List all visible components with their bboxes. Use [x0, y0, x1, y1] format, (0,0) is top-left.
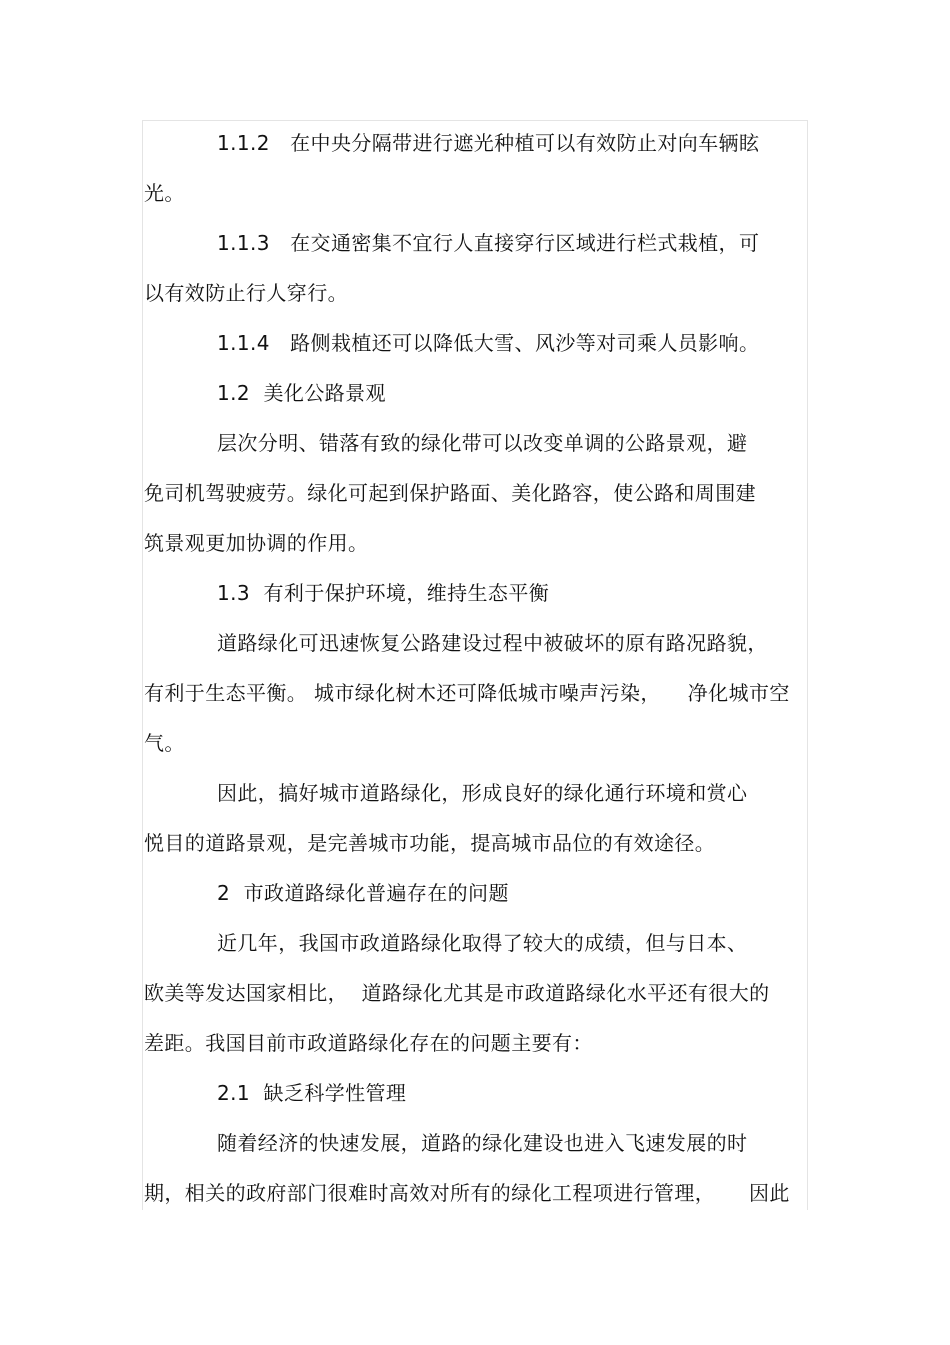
text-line: 欧美等发达国家相比， 道路绿化尤其是市政道路绿化水平还有很大的: [144, 981, 770, 1005]
text-line: 差距。我国目前市政道路绿化存在的问题主要有：: [144, 1031, 593, 1055]
section-heading: 2 市政道路绿化普遍存在的问题: [217, 881, 509, 905]
text-line: 悦目的道路景观，是完善城市功能，提高城市品位的有效途径。: [144, 831, 716, 855]
text-line: 1.1.4 路侧栽植还可以降低大雪、风沙等对司乘人员影响。: [217, 331, 760, 355]
text-line: 光。: [144, 181, 185, 205]
section-heading: 1.3 有利于保护环境，维持生态平衡: [217, 581, 550, 605]
text-line: 筑景观更加协调的作用。: [144, 531, 369, 555]
text-line: 层次分明、错落有致的绿化带可以改变单调的公路景观，避: [217, 431, 748, 455]
text-line: 期，相关的政府部门很难时高效对所有的绿化工程项进行管理， 因此: [144, 1181, 790, 1205]
text-line: 近几年，我国市政道路绿化取得了较大的成绩，但与日本、: [217, 931, 748, 955]
text-line: 因此，搞好城市道路绿化，形成良好的绿化通行环境和赏心: [217, 781, 748, 805]
text-line: 1.1.2 在中央分隔带进行遮光种植可以有效防止对向车辆眩: [217, 131, 760, 155]
section-heading: 2.1 缺乏科学性管理: [217, 1081, 407, 1105]
text-line: 以有效防止行人穿行。: [144, 281, 348, 305]
text-line: 气。: [144, 731, 185, 755]
section-heading: 1.2 美化公路景观: [217, 381, 386, 405]
text-line: 免司机驾驶疲劳。绿化可起到保护路面、美化路容，使公路和周围建: [144, 481, 756, 505]
text-line: 随着经济的快速发展，道路的绿化建设也进入飞速发展的时: [217, 1131, 748, 1155]
text-line: 1.1.3 在交通密集不宜行人直接穿行区域进行栏式栽植，可: [217, 231, 760, 255]
text-line: 有利于生态平衡。 城市绿化树木还可降低城市噪声污染， 净化城市空: [144, 681, 790, 705]
text-line: 道路绿化可迅速恢复公路建设过程中被破坏的原有路况路貌，: [217, 631, 768, 655]
